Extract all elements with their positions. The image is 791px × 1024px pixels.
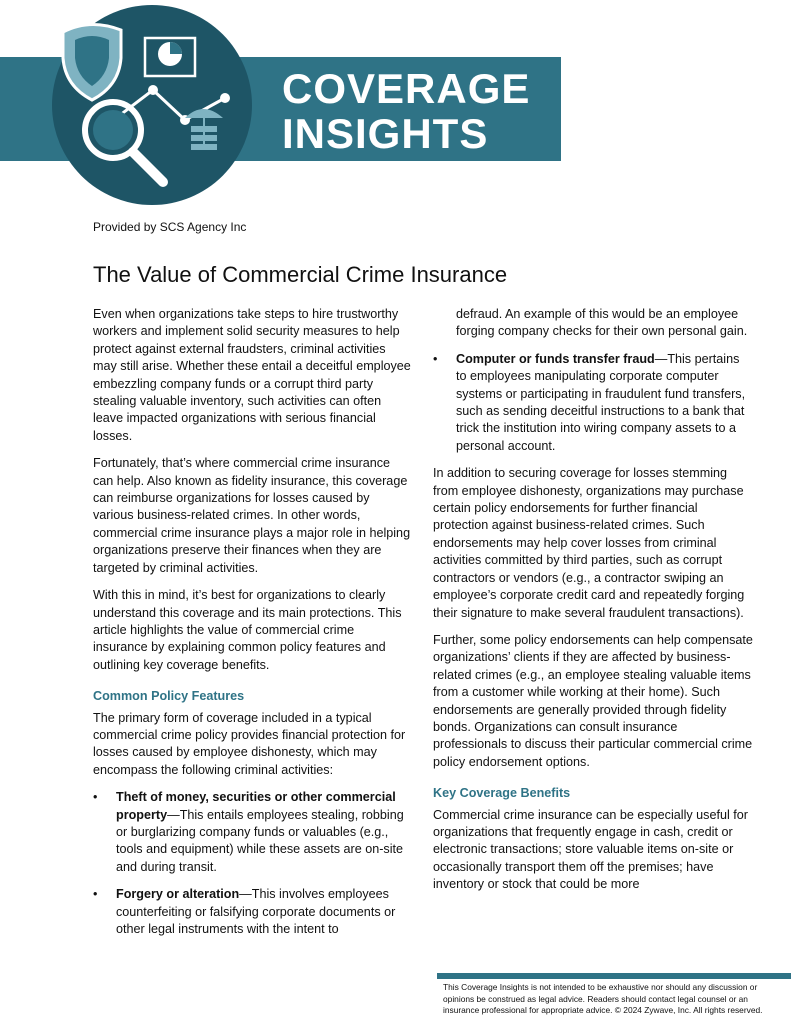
list-item-title: Forgery or alteration — [116, 887, 240, 902]
list-item-title: Theft of money, securities or other commercial property — [116, 790, 396, 822]
bullet-icon: • — [93, 887, 98, 902]
paragraph: Commercial crime insurance can be especially useful for organizations that frequently engage in cash, credit or electronic transactions; store valuable items on-site or occasionally transport them off the premises; have inventory or stock that could be more — [433, 807, 748, 892]
paragraph: Fortunately, that’s where commercial crime insurance can help. Also known as fidelity insurance, this coverage can reimburse organizations for losses caused by various business-related crimes. In other words, commercial crime insurance plays a major role in helping organizations preserve their finances when they are targeted by criminal activities. — [93, 456, 411, 575]
paragraph: In addition to securing coverage for losses stemming from employee dishonesty, organizations may purchase certain policy endorsements for further financial protection against business-related crimes. Such endorsements may help cover losses from criminal activities committed by third parties, such as corrupt contractors or vendors (e.g., a contractor swiping an employee’s corporate credit card and repeatedly forging their signature to make several fraudulent transactions). — [433, 466, 745, 620]
paragraph: The primary form of coverage included in a typical commercial crime policy provides financial protection for losses caused by employee dishonesty, which may encompass the following criminal activities: — [93, 710, 406, 777]
list-item-text: —This involves employees counterfeiting or falsifying corporate documents or other legal instruments with the intent to — [116, 887, 396, 936]
bullet-icon: • — [93, 790, 98, 805]
section-heading: Key Coverage Benefits — [433, 786, 571, 801]
paragraph: Further, some policy endorsements can help compensate organizations’ clients if they are affected by business-related crimes (e.g., an employee stealing valuable items from a customer while working at their home). Such endorsements are generally provided through fidelity bonds. Organizations can consult insurance professionals to discuss their particular commercial crime policy endorsement options. — [433, 632, 753, 769]
list-item-continuation: defraud. An example of this would be an employee forging company checks for their own personal gain. — [456, 307, 748, 339]
header-title-line1: COVERAGE — [282, 65, 531, 112]
section-heading: Common Policy Features — [93, 689, 245, 704]
list-item — [93, 886, 411, 938]
list-item-title: Computer or funds transfer fraud — [456, 351, 655, 366]
bullet-list — [433, 351, 753, 455]
coins-icon — [191, 126, 217, 150]
bullet-icon: • — [433, 351, 438, 366]
footer-disclaimer: This Coverage Insights is not intended to be exhaustive nor should any discussion or opinions be construed as legal advice. Readers should contact legal counsel or an insurance professional for appropriate advice. © 2024 Zywave, Inc. All rights reserved. — [443, 982, 763, 1015]
left-column — [93, 306, 411, 948]
footer-rule — [437, 973, 791, 979]
header-title-line2: INSIGHTS — [282, 110, 489, 157]
list-item — [93, 789, 411, 876]
header-title — [282, 66, 530, 156]
list-item-text: —This entails employees stealing, robbing or burglarizing company funds or valuables (e.g., tools and equipment) while these assets are on-site and during transit. — [116, 807, 404, 874]
list-item-text: —This pertains to employees manipulating corporate computer systems or participating in fraudulent fund transfers, such as sending deceitful instructions to a bank that trick the institution into wiring company assets to a personal account. — [456, 351, 746, 453]
right-column — [433, 306, 753, 904]
bullet-list — [93, 789, 411, 938]
list-item — [433, 351, 753, 455]
paragraph: Even when organizations take steps to hire trustworthy workers and implement solid security measures to help protect against external fraudsters, criminal activities may still arise. Whether these entail a deceitful employee embezzling company funds or a corrupt third party stealing valuable inventory, such activities can often leave impacted organizations with serious financial losses. — [93, 307, 411, 443]
paragraph: With this in mind, it’s best for organizations to clearly understand this coverage and its main protections. This article highlights the value of commercial crime insurance by explaining common policy features and outlining key coverage benefits. — [93, 588, 402, 672]
header-emblem — [35, 0, 275, 205]
provided-by: Provided by SCS Agency Inc — [93, 220, 247, 234]
page-title: The Value of Commercial Crime Insurance — [93, 262, 508, 287]
